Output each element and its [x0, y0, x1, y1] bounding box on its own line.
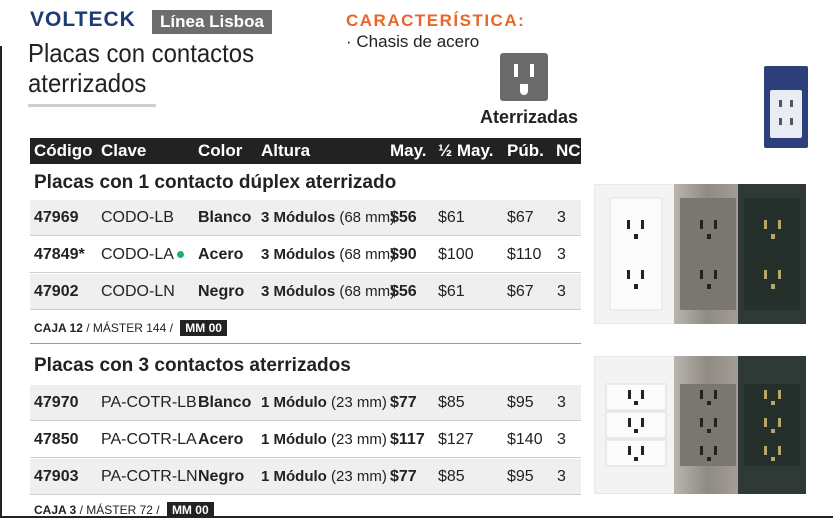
product-line-badge: Línea Lisboa — [152, 10, 272, 34]
cell-nc: 3 — [557, 209, 566, 226]
duplex-plates-image — [594, 184, 806, 324]
cell-may: $77 — [390, 468, 417, 485]
cell-color: Negro — [198, 283, 245, 300]
cell-codigo: 47902 — [34, 283, 79, 300]
cell-medio: $61 — [438, 209, 465, 226]
cell-codigo: 47903 — [34, 468, 79, 485]
cell-clave: CODO-LA — [101, 237, 184, 273]
cell-medio: $85 — [438, 468, 465, 485]
table-row — [30, 274, 581, 310]
table-row — [30, 422, 581, 458]
group-title: Placas con 3 contactos aterrizados — [34, 355, 351, 376]
col-medio-mayoreo: ½ May. — [438, 141, 494, 160]
cell-medio: $100 — [438, 246, 474, 263]
grounded-label: Aterrizadas — [480, 107, 579, 127]
cell-medio: $127 — [438, 431, 474, 448]
cell-color: Negro — [198, 468, 245, 485]
cell-clave: PA-COTR-LN — [101, 468, 198, 485]
cell-medio: $61 — [438, 283, 465, 300]
table-row — [30, 385, 581, 421]
cell-may: $117 — [390, 431, 425, 448]
cell-clave: CODO-LN — [101, 283, 175, 300]
col-color: Color — [198, 141, 243, 160]
col-publico: Púb. — [507, 141, 544, 160]
cell-color: Blanco — [198, 394, 252, 411]
cell-pub: $95 — [507, 468, 534, 485]
col-mayoreo: May. — [390, 141, 427, 160]
cell-nc: 3 — [557, 283, 566, 300]
packaging-footer: CAJA 3 / MÁSTER 72 / MM 00 — [34, 502, 214, 518]
cell-may: $56 — [390, 283, 417, 300]
cell-nc: 3 — [557, 394, 566, 411]
grounded-outlet-icon — [500, 53, 548, 101]
cell-may: $77 — [390, 394, 417, 411]
product-package-image — [764, 66, 808, 148]
cell-codigo: 47970 — [34, 394, 79, 411]
page-title-line-1: Placas con contactos — [28, 38, 255, 68]
cell-color: Blanco — [198, 209, 252, 226]
left-border — [0, 46, 2, 516]
cell-pub: $110 — [507, 246, 542, 263]
table-row — [30, 200, 581, 236]
cell-pub: $140 — [507, 431, 543, 448]
cell-altura: 3 Módulos (68 mm) — [261, 209, 396, 226]
cell-pub: $67 — [507, 209, 534, 226]
cell-color: Acero — [198, 246, 244, 263]
feature-item: · Chasis de acero — [346, 32, 480, 51]
cell-may: $56 — [390, 209, 417, 226]
cell-may: $90 — [390, 246, 417, 263]
cell-medio: $85 — [438, 394, 465, 411]
col-altura: Altura — [261, 141, 311, 160]
packaging-footer: CAJA 12 / MÁSTER 144 / MM 00 — [34, 320, 227, 336]
cell-clave: PA-COTR-LB — [101, 394, 197, 411]
cell-nc: 3 — [557, 468, 566, 485]
cell-pub: $95 — [507, 394, 534, 411]
col-nc: NC — [556, 141, 581, 160]
cell-clave: PA-COTR-LA — [101, 431, 197, 448]
triple-plates-image — [594, 356, 806, 494]
table-row — [30, 459, 581, 495]
cell-codigo: 47969 — [34, 209, 79, 226]
group-title: Placas con 1 contacto dúplex aterrizado — [34, 172, 397, 193]
title-underline — [28, 104, 156, 107]
page-title — [28, 38, 254, 98]
cell-pub: $67 — [507, 283, 534, 300]
col-codigo: Código — [34, 141, 93, 160]
cell-codigo: 47849* — [34, 246, 85, 263]
cell-nc: 3 — [557, 246, 566, 263]
page-title-line-2: aterrizados — [28, 68, 147, 98]
cell-nc: 3 — [557, 431, 566, 448]
new-product-dot — [177, 251, 184, 258]
cell-altura: 1 Módulo (23 mm) — [261, 394, 387, 411]
col-clave: Clave — [101, 141, 147, 160]
cell-altura: 3 Módulos (68 mm) — [261, 246, 396, 263]
cell-codigo: 47850 — [34, 431, 79, 448]
cell-clave: CODO-LB — [101, 209, 174, 226]
cell-altura: 3 Módulos (68 mm) — [261, 283, 396, 300]
brand-logo: VOLTECK — [30, 8, 136, 31]
features-heading: CARACTERÍSTICA: — [346, 11, 526, 30]
table-row — [30, 237, 581, 273]
cell-altura: 1 Módulo (23 mm) — [261, 468, 387, 485]
cell-color: Acero — [198, 431, 244, 448]
cell-altura: 1 Módulo (23 mm) — [261, 431, 387, 448]
group-divider — [30, 343, 581, 344]
